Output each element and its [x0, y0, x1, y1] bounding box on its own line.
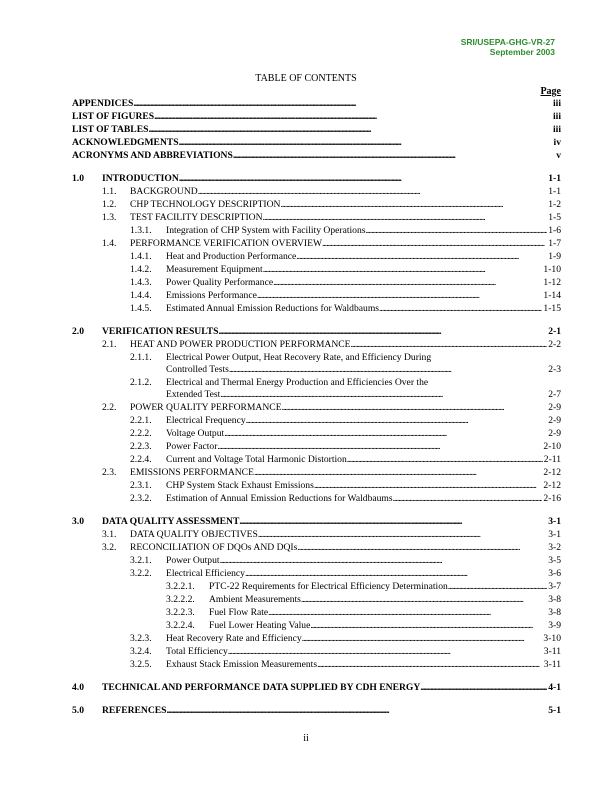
- toc-entry[interactable]: 3.2.2.4. Fuel Lower Heating Value . . . 3-9: [166, 620, 561, 632]
- toc-entry[interactable]: 1.4.5. Estimated Annual Emission Reductions for Waldbaums . . . 1-15: [130, 303, 561, 315]
- toc-section-entry[interactable]: 2.0 VERIFICATION RESULTS . . . 2-1: [72, 326, 561, 338]
- toc-entry[interactable]: 1.3. TEST FACILITY DESCRIPTION . . . 1-5: [102, 212, 561, 224]
- toc-entry[interactable]: 2.2.3. Power Factor . . . 2-10: [130, 441, 561, 453]
- toc-entry[interactable]: LIST OF TABLES . . . iii: [72, 124, 561, 136]
- toc-entry[interactable]: 3.2.5. Exhaust Stack Emission Measurements . . . 3-11: [130, 659, 561, 671]
- toc-section-entry[interactable]: 3.0 DATA QUALITY ASSESSMENT . . . 3-1: [72, 516, 561, 528]
- toc-entry[interactable]: 1.3.1. Integration of CHP System with Facility Operations . . . 1-6: [130, 225, 561, 237]
- toc-entry[interactable]: 3.2. RECONCILIATION OF DQOs AND DQIs . . . 3-2: [102, 542, 561, 554]
- page-column-heading: Page: [540, 86, 561, 97]
- toc-entry[interactable]: 2.2.4. Current and Voltage Total Harmonic Distortion . . . 2-11: [130, 454, 561, 466]
- toc-entry[interactable]: Controlled Tests . . . 2-3: [166, 364, 561, 376]
- toc-entry-first-line[interactable]: 2.1.1. Electrical Power Output, Heat Recovery Rate, and Efficiency During: [130, 352, 432, 363]
- toc-entry[interactable]: 2.3.2. Estimation of Annual Emission Reductions for Waldbaums . . . 2-16: [130, 493, 561, 505]
- toc-entry[interactable]: APPENDICES . . . iii: [72, 98, 561, 110]
- toc-entry[interactable]: 1.4.2. Measurement Equipment . . . 1-10: [130, 264, 561, 276]
- toc-entry[interactable]: Extended Test . . . 2-7: [166, 389, 561, 401]
- toc-entry[interactable]: 2.2.2. Voltage Output . . . 2-9: [130, 428, 561, 440]
- toc-entry[interactable]: 1.4.4. Emissions Performance . . . 1-14: [130, 290, 561, 302]
- toc-section-entry[interactable]: 1.0 INTRODUCTION . . . 1-1: [72, 173, 561, 185]
- toc-entry[interactable]: ACRONYMS AND ABBREVIATIONS . . . v: [72, 150, 561, 162]
- document-id: SRI/USEPA-GHG-VR-27: [460, 37, 555, 47]
- toc-entry[interactable]: 3.2.2.1. PTC-22 Requirements for Electrical Efficiency Determination . . . 3-7: [166, 581, 561, 593]
- toc-entry[interactable]: 2.3. EMISSIONS PERFORMANCE . . . 2-12: [102, 467, 561, 479]
- toc-entry[interactable]: 1.4. PERFORMANCE VERIFICATION OVERVIEW . . . 1-7: [102, 238, 561, 250]
- toc-entry[interactable]: 3.1. DATA QUALITY OBJECTIVES . . . 3-1: [102, 529, 561, 541]
- toc-entry[interactable]: 1.2. CHP TECHNOLOGY DESCRIPTION . . . 1-2: [102, 199, 561, 211]
- toc-entry-first-line[interactable]: 2.1.2. Electrical and Thermal Energy Production and Efficiencies Over the: [130, 377, 429, 388]
- toc-entry[interactable]: LIST OF FIGURES . . . iii: [72, 111, 561, 123]
- toc-section-entry[interactable]: 4.0 TECHNICAL AND PERFORMANCE DATA SUPPLIED BY CDH ENERGY . . . 4-1: [72, 682, 561, 694]
- toc-entry[interactable]: 1.4.1. Heat and Production Performance . . . 1-9: [130, 251, 561, 263]
- page-title: TABLE OF CONTENTS: [255, 73, 357, 84]
- toc-entry[interactable]: 3.2.2.2. Ambient Measurements . . . 3-8: [166, 594, 561, 606]
- toc-entry[interactable]: 2.2.1. Electrical Frequency . . . 2-9: [130, 415, 561, 427]
- toc-entry[interactable]: ACKNOWLEDGMENTS . . . iv: [72, 137, 561, 149]
- toc-entry[interactable]: 1.4.3. Power Quality Performance . . . 1-12: [130, 277, 561, 289]
- toc-entry[interactable]: 3.2.2. Electrical Efficiency . . . 3-6: [130, 568, 561, 580]
- page-number: ii: [303, 733, 309, 744]
- toc-entry[interactable]: 1.1. BACKGROUND . . . 1-1: [102, 186, 561, 198]
- toc-entry[interactable]: 3.2.1. Power Output . . . 3-5: [130, 555, 561, 567]
- document-date: September 2003: [489, 47, 555, 57]
- toc-section-entry[interactable]: 5.0 REFERENCES . . . 5-1: [72, 705, 561, 717]
- toc-entry[interactable]: 3.2.3. Heat Recovery Rate and Efficiency . . . 3-10: [130, 633, 561, 645]
- toc-entry[interactable]: 3.2.4. Total Efficiency . . . 3-11: [130, 646, 561, 658]
- toc-entry[interactable]: 3.2.2.3. Fuel Flow Rate . . . 3-8: [166, 607, 561, 619]
- toc-entry[interactable]: 2.2. POWER QUALITY PERFORMANCE . . . 2-9: [102, 402, 561, 414]
- toc-entry[interactable]: 2.3.1. CHP System Stack Exhaust Emissions . . . 2-12: [130, 480, 561, 492]
- toc-entry[interactable]: 2.1. HEAT AND POWER PRODUCTION PERFORMANCE . . . 2-2: [102, 339, 561, 351]
